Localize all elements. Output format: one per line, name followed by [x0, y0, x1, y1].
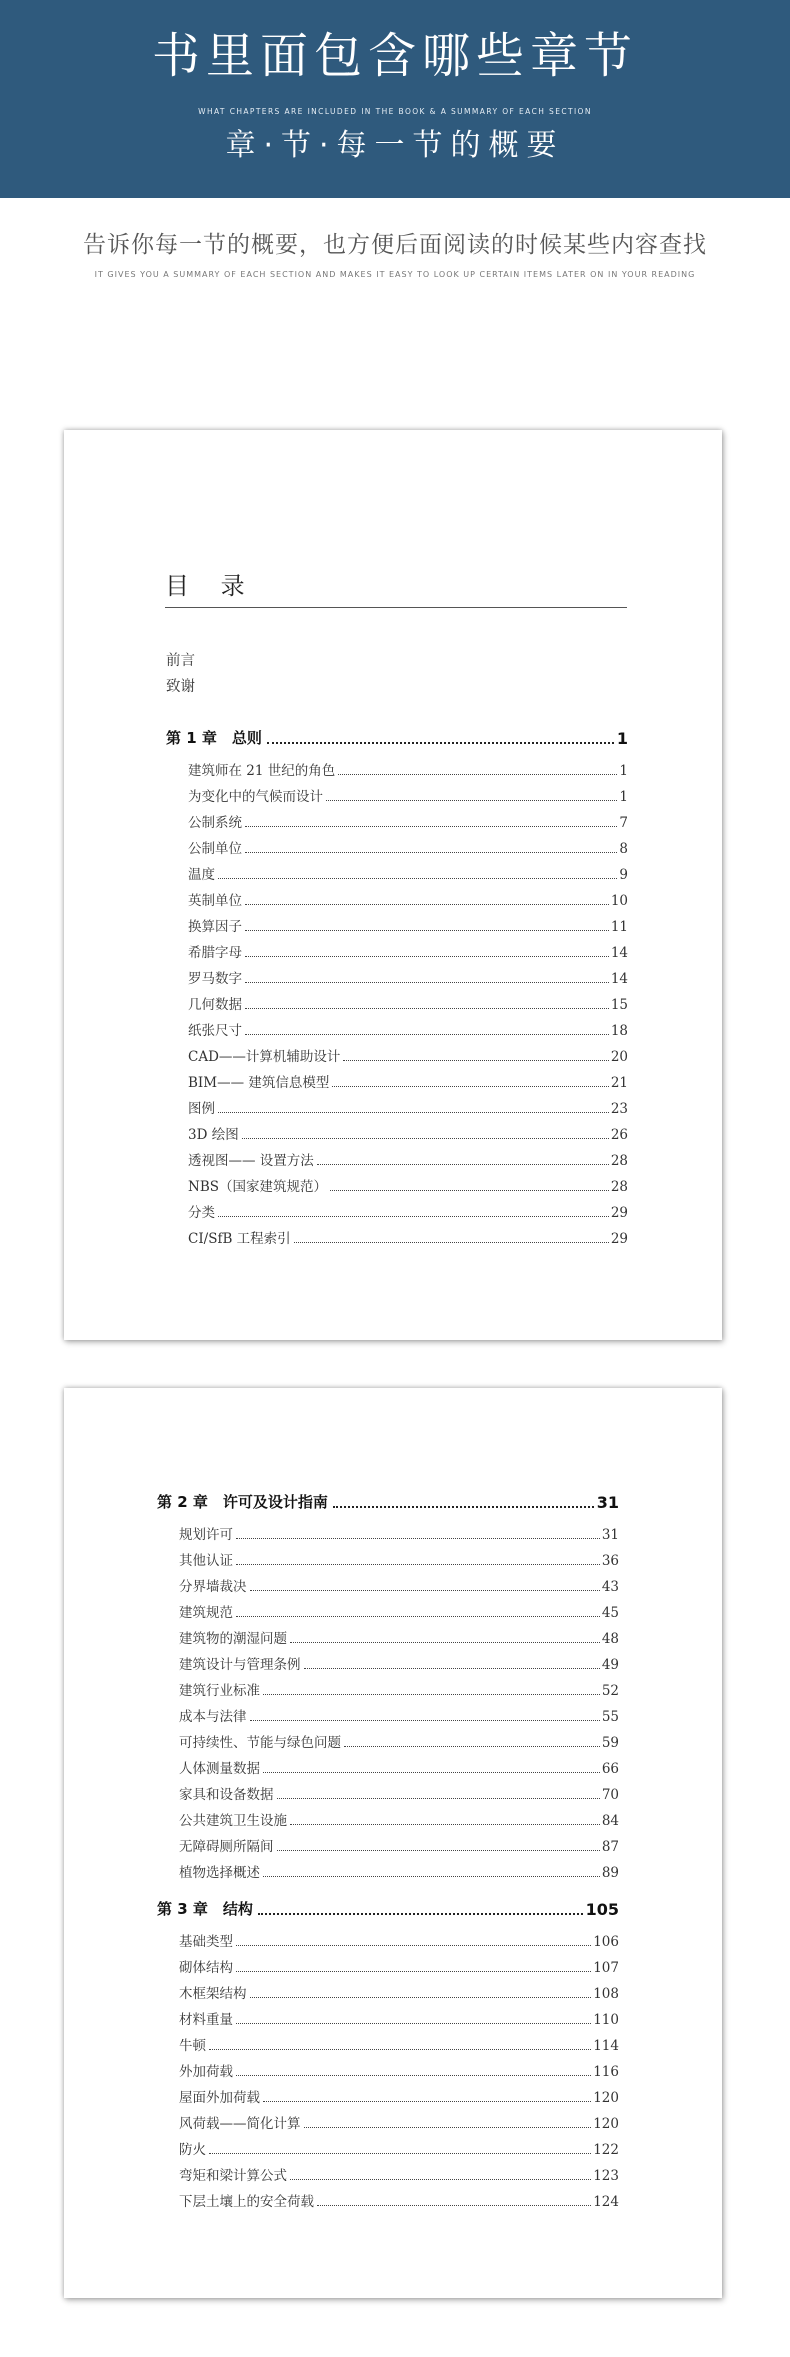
entry-page-number: 7 [619, 815, 628, 831]
dot-leader [245, 982, 609, 983]
entry-title: 建筑师在 21 世纪的角色 [188, 763, 336, 779]
entry-title: 为变化中的气候而设计 [188, 789, 323, 805]
entry-page-number: 28 [610, 1179, 628, 1195]
toc-entry [188, 1068, 628, 1094]
chapter-label: 第 3 章 结构 [157, 1900, 253, 1918]
dot-leader [343, 1060, 608, 1061]
entry-title: 纸张尺寸 [188, 1023, 242, 1039]
entry-title: 屋面外加荷载 [179, 2090, 260, 2106]
entry-page-number: 124 [593, 2194, 619, 2210]
dot-leader [263, 1876, 600, 1877]
entry-page-number: 59 [601, 1735, 619, 1751]
dot-leader [338, 774, 617, 775]
entry-title: 弯矩和梁计算公式 [179, 2168, 287, 2184]
toc-entry [188, 1094, 628, 1120]
dot-leader [245, 930, 609, 931]
chapter-page-number: 105 [585, 1900, 619, 1919]
entry-page-number: 84 [601, 1813, 619, 1829]
entry-title: 外加荷载 [179, 2064, 233, 2080]
toc-entry [179, 2083, 619, 2109]
entry-page-number: 18 [610, 1023, 628, 1039]
dot-leader [263, 1772, 600, 1773]
entry-page-number: 122 [593, 2142, 619, 2158]
entry-page-number: 14 [610, 945, 628, 961]
chapter-block [157, 1486, 619, 1884]
entry-page-number: 116 [593, 2064, 619, 2080]
toc-entry [179, 1650, 619, 1676]
dot-leader [317, 1164, 609, 1165]
toc-entry [179, 1754, 619, 1780]
entry-page-number: 123 [593, 2168, 619, 2184]
entry-page-number: 45 [601, 1605, 619, 1621]
entry-page-number: 1 [619, 789, 628, 805]
toc-entry [179, 1728, 619, 1754]
entry-title: 分界墙裁决 [179, 1579, 247, 1595]
dot-leader [250, 1720, 600, 1721]
section-subtitle: 章·节·每一节的概要 [225, 128, 565, 163]
chapter-heading [166, 722, 628, 748]
entry-page-number: 15 [610, 997, 628, 1013]
entry-title: 希腊字母 [188, 945, 242, 961]
entry-title: 成本与法律 [179, 1709, 247, 1725]
dot-leader [245, 1008, 609, 1009]
toc-title: 目 录 [165, 566, 627, 608]
dot-leader [245, 1034, 609, 1035]
toc-entry [188, 990, 628, 1016]
dot-leader [209, 2049, 591, 2050]
dot-leader [267, 742, 614, 744]
entry-title: 建筑设计与管理条例 [179, 1657, 301, 1673]
front-matter-item: 致谢 [166, 679, 195, 695]
toc-entry [179, 1702, 619, 1728]
dot-leader [317, 2205, 591, 2206]
entry-title: 图例 [188, 1101, 215, 1117]
chapter-label: 第 2 章 许可及设计指南 [157, 1493, 328, 1511]
dot-leader [277, 1798, 600, 1799]
entry-page-number: 70 [601, 1787, 619, 1803]
entry-page-number: 23 [610, 1101, 628, 1117]
dot-leader [245, 904, 609, 905]
english-subtitle: WHAT CHAPTERS ARE INCLUDED IN THE BOOK & A SUMMARY OF EACH SECTION [198, 107, 592, 116]
entry-list [179, 1927, 619, 2213]
toc-entry [188, 1172, 628, 1198]
entry-title: 材料重量 [179, 2012, 233, 2028]
entry-title: 基础类型 [179, 1934, 233, 1950]
entry-page-number: 14 [610, 971, 628, 987]
entry-title: 罗马数字 [188, 971, 242, 987]
dot-leader [236, 2023, 591, 2024]
entry-title: 温度 [188, 867, 215, 883]
entry-title: 木框架结构 [179, 1986, 247, 2002]
entry-page-number: 29 [610, 1205, 628, 1221]
entry-page-number: 52 [601, 1683, 619, 1699]
front-matter-item: 前言 [166, 653, 195, 669]
entry-page-number: 20 [610, 1049, 628, 1065]
dot-leader [236, 1945, 591, 1946]
entry-title: 家具和设备数据 [179, 1787, 274, 1803]
dot-leader [304, 2127, 592, 2128]
toc-entry [188, 938, 628, 964]
entry-page-number: 87 [601, 1839, 619, 1855]
entry-title: 防火 [179, 2142, 206, 2158]
entry-page-number: 43 [601, 1579, 619, 1595]
entry-title: 公共建筑卫生设施 [179, 1813, 287, 1829]
entry-page-number: 8 [619, 841, 628, 857]
toc-entry [179, 2187, 619, 2213]
dot-leader [332, 1086, 608, 1087]
entry-page-number: 21 [610, 1075, 628, 1091]
dot-leader [263, 1694, 600, 1695]
toc-entry [179, 1624, 619, 1650]
toc-entry [188, 1120, 628, 1146]
entry-page-number: 55 [601, 1709, 619, 1725]
entry-page-number: 9 [619, 867, 628, 883]
toc-entry [179, 2005, 619, 2031]
dot-leader [209, 2153, 591, 2154]
entry-title: CI/SfB 工程索引 [188, 1231, 291, 1247]
toc-entry [188, 964, 628, 990]
dot-leader [250, 1997, 592, 1998]
entry-title: 牛顿 [179, 2038, 206, 2054]
dot-leader [304, 1668, 600, 1669]
dot-leader [242, 1138, 609, 1139]
dot-leader [250, 1590, 600, 1591]
entry-title: 其他认证 [179, 1553, 233, 1569]
dot-leader [258, 1913, 583, 1915]
toc-entry [179, 1780, 619, 1806]
dot-leader [236, 1616, 600, 1617]
entry-page-number: 120 [593, 2090, 619, 2106]
entry-title: 建筑行业标准 [179, 1683, 260, 1699]
entry-title: 几何数据 [188, 997, 242, 1013]
dot-leader [263, 2101, 591, 2102]
entry-title: 建筑规范 [179, 1605, 233, 1621]
page-title: 书里面包含哪些章节 [151, 28, 638, 84]
toc-entry [179, 1546, 619, 1572]
book-page-2 [64, 1388, 722, 2298]
dot-leader [236, 2075, 591, 2076]
toc-entry [179, 2057, 619, 2083]
entry-title: 下层土壤上的安全荷载 [179, 2194, 314, 2210]
entry-page-number: 26 [610, 1127, 628, 1143]
dot-leader [290, 1642, 600, 1643]
front-matter-list [166, 648, 195, 700]
entry-title: CAD——计算机辅助设计 [188, 1049, 341, 1065]
intro-english: IT GIVES YOU A SUMMARY OF EACH SECTION AND MAKES IT EASY TO LOOK UP CERTAIN ITEMS LATER ON IN YOUR READING [94, 270, 696, 279]
toc-entry [188, 1224, 628, 1250]
entry-title: 换算因子 [188, 919, 242, 935]
entry-page-number: 110 [593, 2012, 619, 2028]
entry-page-number: 107 [593, 1960, 619, 1976]
entry-page-number: 89 [601, 1865, 619, 1881]
toc-entry [179, 2031, 619, 2057]
entry-title: 可持续性、节能与绿色问题 [179, 1735, 341, 1751]
dot-leader [245, 956, 609, 957]
entry-list [188, 756, 628, 1250]
toc-entry [188, 756, 628, 782]
toc-entry [188, 834, 628, 860]
toc-entry [179, 1806, 619, 1832]
book-page-1 [64, 430, 722, 1340]
chapter-page-number: 1 [616, 729, 628, 748]
dot-leader [236, 1971, 591, 1972]
toc-entry [179, 1598, 619, 1624]
entry-page-number: 10 [610, 893, 628, 909]
toc-entry [188, 1146, 628, 1172]
toc-entry [179, 1832, 619, 1858]
entry-page-number: 49 [601, 1657, 619, 1673]
entry-title: 分类 [188, 1205, 215, 1221]
entry-title: 风荷载——简化计算 [179, 2116, 301, 2132]
chapter-heading [157, 1893, 619, 1919]
dot-leader [218, 1216, 609, 1217]
entry-title: 公制单位 [188, 841, 242, 857]
entry-title: 砌体结构 [179, 1960, 233, 1976]
chapter-page-number: 31 [596, 1493, 619, 1512]
entry-title: BIM—— 建筑信息模型 [188, 1075, 330, 1091]
entry-page-number: 29 [610, 1231, 628, 1247]
dot-leader [218, 878, 617, 879]
dot-leader [344, 1746, 600, 1747]
entry-page-number: 1 [619, 763, 628, 779]
entry-title: NBS（国家建筑规范） [188, 1179, 327, 1195]
dot-leader [277, 1850, 600, 1851]
entry-page-number: 36 [601, 1553, 619, 1569]
entry-page-number: 48 [601, 1631, 619, 1647]
dot-leader [290, 2179, 591, 2180]
entry-list [179, 1520, 619, 1884]
toc-entry [179, 1927, 619, 1953]
entry-page-number: 66 [601, 1761, 619, 1777]
toc-entry [188, 1016, 628, 1042]
toc-entry [188, 782, 628, 808]
dot-leader [326, 800, 617, 801]
entry-page-number: 114 [593, 2038, 619, 2054]
entry-title: 3D 绘图 [188, 1127, 239, 1143]
toc-entry [188, 1198, 628, 1224]
entry-page-number: 106 [593, 1934, 619, 1950]
entry-title: 透视图—— 设置方法 [188, 1153, 314, 1169]
toc-entry [179, 2161, 619, 2187]
chapter-block [157, 1893, 619, 2213]
dot-leader [245, 852, 617, 853]
intro-chinese: 告诉你每一节的概要，也方便后面阅读的时候某些内容查找 [83, 232, 707, 258]
chapter-label: 第 1 章 总则 [166, 729, 262, 747]
dot-leader [290, 1824, 600, 1825]
header-banner [0, 0, 790, 198]
toc-entry [179, 1676, 619, 1702]
toc-entry [188, 912, 628, 938]
toc-entry [179, 1572, 619, 1598]
toc-entry [179, 1520, 619, 1546]
toc-entry [179, 2109, 619, 2135]
entry-page-number: 31 [601, 1527, 619, 1543]
entry-page-number: 108 [593, 1986, 619, 2002]
chapter-block [166, 722, 628, 1250]
toc-entry [179, 1953, 619, 1979]
toc-entry [179, 1979, 619, 2005]
dot-leader [333, 1506, 594, 1508]
entry-title: 人体测量数据 [179, 1761, 260, 1777]
chapter-heading [157, 1486, 619, 1512]
dot-leader [236, 1564, 600, 1565]
toc-entry [179, 2135, 619, 2161]
entry-title: 规划许可 [179, 1527, 233, 1543]
entry-page-number: 120 [593, 2116, 619, 2132]
entry-title: 英制单位 [188, 893, 242, 909]
toc-entry [188, 860, 628, 886]
dot-leader [218, 1112, 609, 1113]
dot-leader [236, 1538, 600, 1539]
dot-leader [294, 1242, 609, 1243]
entry-title: 公制系统 [188, 815, 242, 831]
entry-page-number: 28 [610, 1153, 628, 1169]
toc-entry [188, 1042, 628, 1068]
dot-leader [245, 826, 617, 827]
entry-title: 无障碍厕所隔间 [179, 1839, 274, 1855]
toc-entry [188, 886, 628, 912]
toc-entry [188, 808, 628, 834]
dot-leader [330, 1190, 609, 1191]
entry-page-number: 11 [610, 919, 628, 935]
entry-title: 建筑物的潮湿问题 [179, 1631, 287, 1647]
entry-title: 植物选择概述 [179, 1865, 260, 1881]
toc-entry [179, 1858, 619, 1884]
